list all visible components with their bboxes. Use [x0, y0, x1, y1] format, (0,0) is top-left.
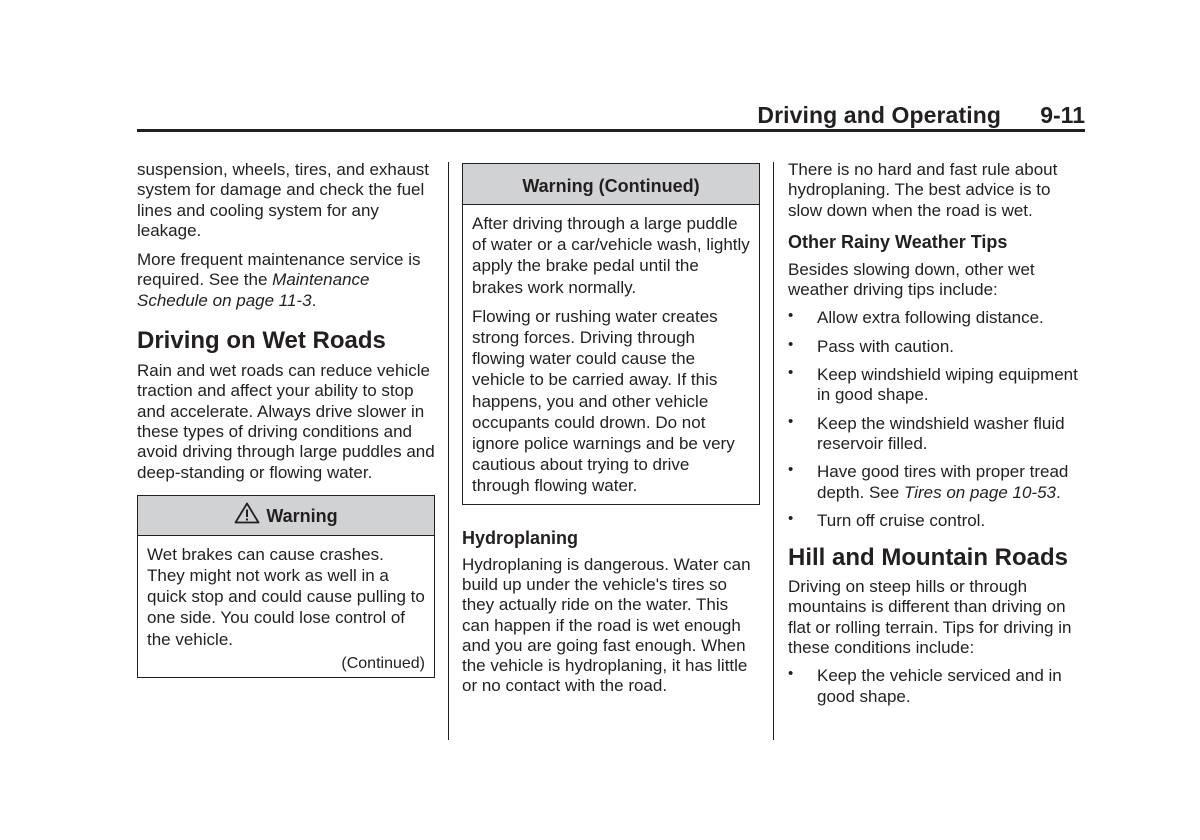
list-item: • Keep the windshield washer fluid reservoir filled. — [788, 412, 1065, 453]
section-heading: Hill and Mountain Roads — [788, 544, 1068, 572]
page-number: 9-11 — [1040, 102, 1085, 128]
bullet: • — [788, 509, 794, 527]
list-item: • Pass with caution. — [788, 335, 955, 356]
warning-header: Warning (Continued) — [463, 164, 759, 205]
header-rule — [137, 129, 1085, 132]
paragraph: Hydroplaning is dangerous. Water can build up under the vehicle's tires so they actually ride on the water. This can happen if the road is wet enough and you are going fast enough. When the vehicle is hydroplaning, it has little or no contact with the road. — [462, 554, 751, 696]
section-title: Driving and Operating — [757, 102, 1001, 128]
column-2 — [462, 163, 760, 697]
warning-continued-box — [462, 163, 760, 505]
paragraph: Rain and wet roads can reduce vehicle traction and affect your ability to stop and accelerate. Always drive slower in these types of driving conditions and avoid driving through large puddles and deep-standing or flowing water. — [137, 361, 435, 482]
list-item: • Keep the vehicle serviced and in good shape. — [788, 665, 1062, 706]
paragraph: Driving on steep hills or through mountains is different than driving on flat or rolling terrain. Tips for driving in these conditions include: — [788, 577, 1072, 658]
column-3 — [788, 160, 1088, 707]
warning-text: Flowing or rushing water creates strong forces. Driving through flowing water could cause the vehicle to be carried away. If this happens, you and other vehicle occupants could drown. Do not ignore police warnings and be very cautious about trying to drive through flowing water. — [472, 306, 735, 496]
column-divider-1 — [448, 162, 449, 740]
bullet: • — [788, 665, 794, 683]
subsection-heading: Other Rainy Weather Tips — [788, 231, 1008, 252]
paragraph: More frequent maintenance service is required. See the Maintenance Schedule on page 11-3. — [137, 250, 421, 310]
warning-box — [137, 495, 435, 678]
subsection-heading: Hydroplaning — [462, 527, 578, 548]
list-item: • Turn off cruise control. — [788, 509, 986, 530]
column-1 — [137, 160, 435, 678]
bullet: • — [788, 307, 794, 325]
warning-triangle-icon — [234, 502, 260, 524]
tips-list — [788, 666, 1088, 707]
paragraph: suspension, wheels, tires, and exhaust system for damage and check the fuel lines and cooling system for any leakage. — [137, 160, 430, 240]
bullet: • — [788, 335, 794, 353]
list-item: • Allow extra following distance. — [788, 307, 1044, 328]
section-heading: Driving on Wet Roads — [137, 327, 386, 355]
paragraph: There is no hard and fast rule about hydroplaning. The best advice is to slow down when the road is wet. — [788, 160, 1058, 220]
continued-label: (Continued) — [341, 654, 425, 672]
list-item: • Keep windshield wiping equipment in good shape. — [788, 364, 1078, 405]
page-header — [137, 98, 1085, 132]
paragraph: Besides slowing down, other wet weather driving tips include: — [788, 259, 1035, 300]
warning-body — [463, 205, 759, 504]
column-divider-2 — [773, 162, 774, 740]
warning-body — [138, 536, 434, 677]
bullet: • — [788, 364, 794, 382]
warning-text: Wet brakes can cause crashes. They might not work as well in a quick stop and could cause pulling to one side. You could lose control of the vehicle. — [147, 544, 425, 649]
bullet: • — [788, 412, 794, 430]
tires-link[interactable]: Tires on page 10-53 — [903, 482, 1056, 502]
warning-text: After driving through a large puddle of water or a car/vehicle wash, lightly apply the brake pedal until the brakes work normally. — [472, 214, 750, 297]
tips-list — [788, 308, 1088, 531]
warning-title: Warning — [266, 505, 338, 526]
warning-header — [138, 496, 434, 536]
list-item: • Have good tires with proper tread depth. See Tires on page 10-53. — [788, 461, 1069, 502]
maintenance-schedule-link[interactable]: Maintenance Schedule on page 11-3 — [137, 270, 370, 310]
bullet: • — [788, 461, 794, 479]
